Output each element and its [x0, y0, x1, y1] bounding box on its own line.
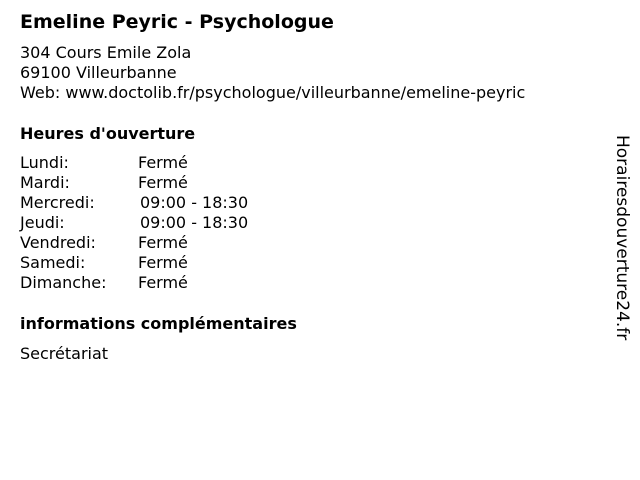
hours-value: Fermé — [138, 253, 188, 272]
hours-value: 09:00 - 18:30 — [140, 193, 249, 212]
day-label: Lundi: — [20, 153, 69, 172]
day-label: Mercredi: — [20, 193, 95, 212]
hours-value: Fermé — [138, 273, 188, 292]
address-block — [20, 43, 525, 103]
street-address: 304 Cours Emile Zola — [20, 43, 192, 62]
hours-value: Fermé — [138, 233, 188, 252]
day-label: Vendredi: — [20, 233, 96, 252]
day-label: Jeudi: — [20, 213, 65, 232]
opening-hours-heading: Heures d'ouverture — [20, 124, 196, 143]
site-watermark: Horairesdouverture24.fr — [612, 135, 632, 341]
day-label: Samedi: — [20, 253, 86, 272]
additional-info-heading: informations complémentaires — [20, 314, 297, 333]
hours-value: Fermé — [138, 173, 188, 192]
page-title: Emeline Peyric - Psychologue — [20, 11, 334, 33]
hours-value: 09:00 - 18:30 — [140, 213, 249, 232]
website-line: Web: www.doctolib.fr/psychologue/villeurbanne/emeline-peyric — [20, 83, 526, 102]
additional-info-text: Secrétariat — [20, 344, 109, 363]
day-label: Mardi: — [20, 173, 70, 192]
city-address: 69100 Villeurbanne — [20, 63, 177, 82]
hours-value: Fermé — [138, 153, 188, 172]
day-label: Dimanche: — [20, 273, 107, 292]
